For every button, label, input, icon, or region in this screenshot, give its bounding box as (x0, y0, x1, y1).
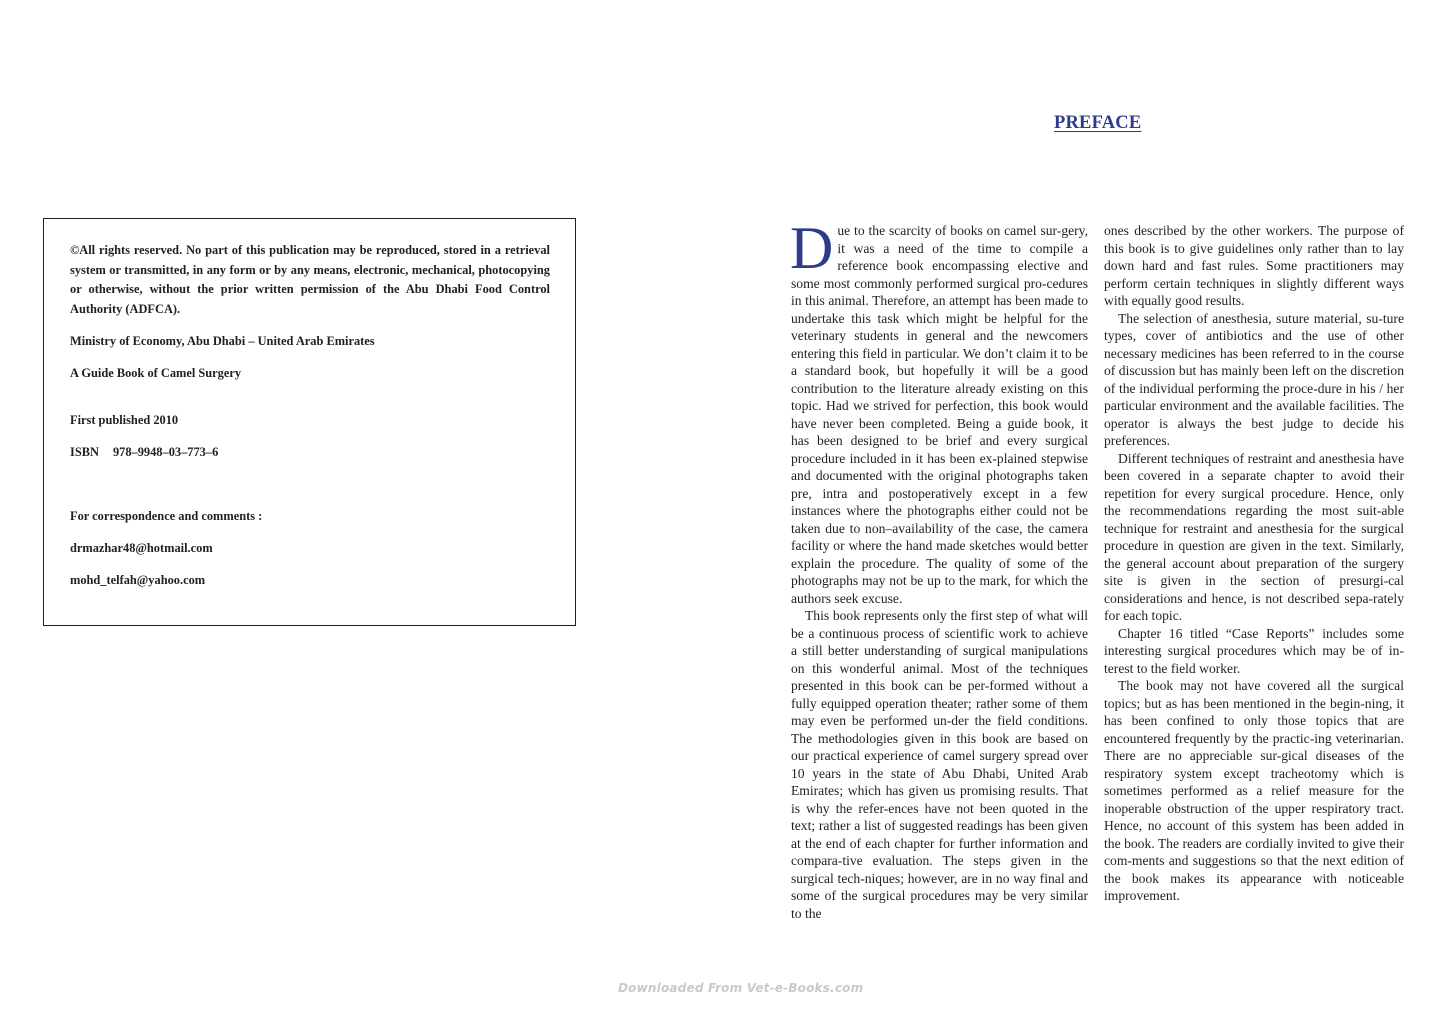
email-1: drmazhar48@hotmail.com (70, 540, 213, 555)
isbn-value: 978–9948–03–773–6 (112, 445, 219, 459)
copyright-box (43, 218, 576, 626)
preface-paragraph-1-text: ue to the scarcity of books on camel sur-gery, it was a need of the time to compile a reference book encompassing elective and some most commonly performed surgical pro-cedures in this animal. Therefore, an attempt has been made to undertake this task which might be helpful for the veterinary students in general and the newcomers entering this field in particular. We don’t claim it to be a standard book, but hopefully it will be a good contribution to the literature already existing on this topic. Had we strived for perfection, this book would have never been completed. Being a guide book, it has been designed to be brief and every surgical procedure included in it has been ex-plained stepwise and documented with the original photographs taken pre, intra and postoperatively except in a few instances where the photographs either could not be taken due to non–availability of the case, the camera facility or where the hand made sketches would better explain the procedure. The quality of some of the photographs may not be up to the mark, for which the authors seek excuse. (791, 223, 1088, 606)
preface-paragraph-6: The book may not have covered all the surgical topics; but as has been mentioned in the begin-ning, it has been confined to only those topics that are encountered frequently by the practic-ing veterinarian. There are no appreciable sur-gical diseases of the respiratory system except tracheotomy which is sometimes performed as a relief measure for the inoperable obstruction of the upper respiratory tract. Hence, no account of this system has been added in the book. The readers are cordially invited to give their com-ments and suggestions so that the next edition of the book makes its appearance with noticeable improvement. (1104, 678, 1404, 903)
copyright-notice: ©All rights reserved. No part of this publication may be reproduced, stored in a retrieval system or transmitted, in any form or by any means, electronic, mechanical, photocopying or otherwise, without the prior written permission of the Abu Dhabi Food Control Authority (ADFCA). (70, 243, 550, 316)
isbn-line (70, 443, 550, 463)
preface-column-left (790, 215, 1088, 922)
preface-paragraph-2: This book represents only the first step of what will be a continuous process of scientific work to achieve a still better understanding of surgical manipulations on this wonderful animal. Most of the techniques presented in this book can be per-formed without a fully equipped operation theater; rather some of them may even be performed un-der the field conditions. The methodologies given in this book are based on our practical experience of camel surgery spread over 10 years in the state of Abu Dhabi, United Arab Emirates; which has given us promising results. That is why the refer-ences have not been quoted in the text; rather a list of suggested readings has been given at the end of each chapter for further information and compara-tive evaluation. The steps given in the surgical tech-niques; however, are in no way final and some of the surgical procedures may be very similar to the (791, 608, 1088, 921)
preface-paragraph-5: Chapter 16 titled “Case Reports” includes some interesting surgical procedures which may be of in-terest to the field worker. (1104, 625, 1404, 676)
preface-paragraph-4: Different techniques of restraint and anesthesia have been covered in a separate chapter to avoid their repetition for every surgical procedure. Hence, only the recommendations regarding the most suit-able technique for restraint and anesthesia for the surgical procedure in question are given in the text. Similarly, the general account about preparation of the surgery site is given in the section of presurgi-cal considerations and hence, is not described sepa-rately for each topic. (1104, 450, 1404, 623)
drop-cap: D (790, 215, 834, 281)
email-2: mohd_telfah@yahoo.com (70, 572, 206, 587)
first-published-line: First published 2010 (70, 413, 179, 427)
correspondence-line: For correspondence and comments : (70, 508, 263, 523)
preface-column-right (1104, 222, 1404, 905)
isbn-label: ISBN (70, 445, 99, 459)
download-watermark: Downloaded From Vet-e-Books.com (618, 981, 864, 995)
preface-title: PREFACE (1054, 113, 1142, 133)
preface-paragraph-1 (790, 215, 1088, 607)
preface-paragraph-2-continued: ones described by the other workers. The purpose of this book is to give guidelines only rather than to lay down hard and fast rules. Some practitioners may perform certain techniques in slightly different ways with equally good results. (1104, 223, 1404, 308)
ministry-line: Ministry of Economy, Abu Dhabi – United Arab Emirates (70, 333, 375, 348)
preface-paragraph-3: The selection of anesthesia, suture material, su-ture types, cover of antibiotics and the use of other necessary medicines has been referred to in the course of discussion but has mainly been left on the discretion of the individual performing the proce-dure in his / her particular environment and the available facilities. The operator is always the best judge to decide his preferences. (1104, 310, 1404, 448)
book-title-line: A Guide Book of Camel Surgery (70, 365, 242, 380)
